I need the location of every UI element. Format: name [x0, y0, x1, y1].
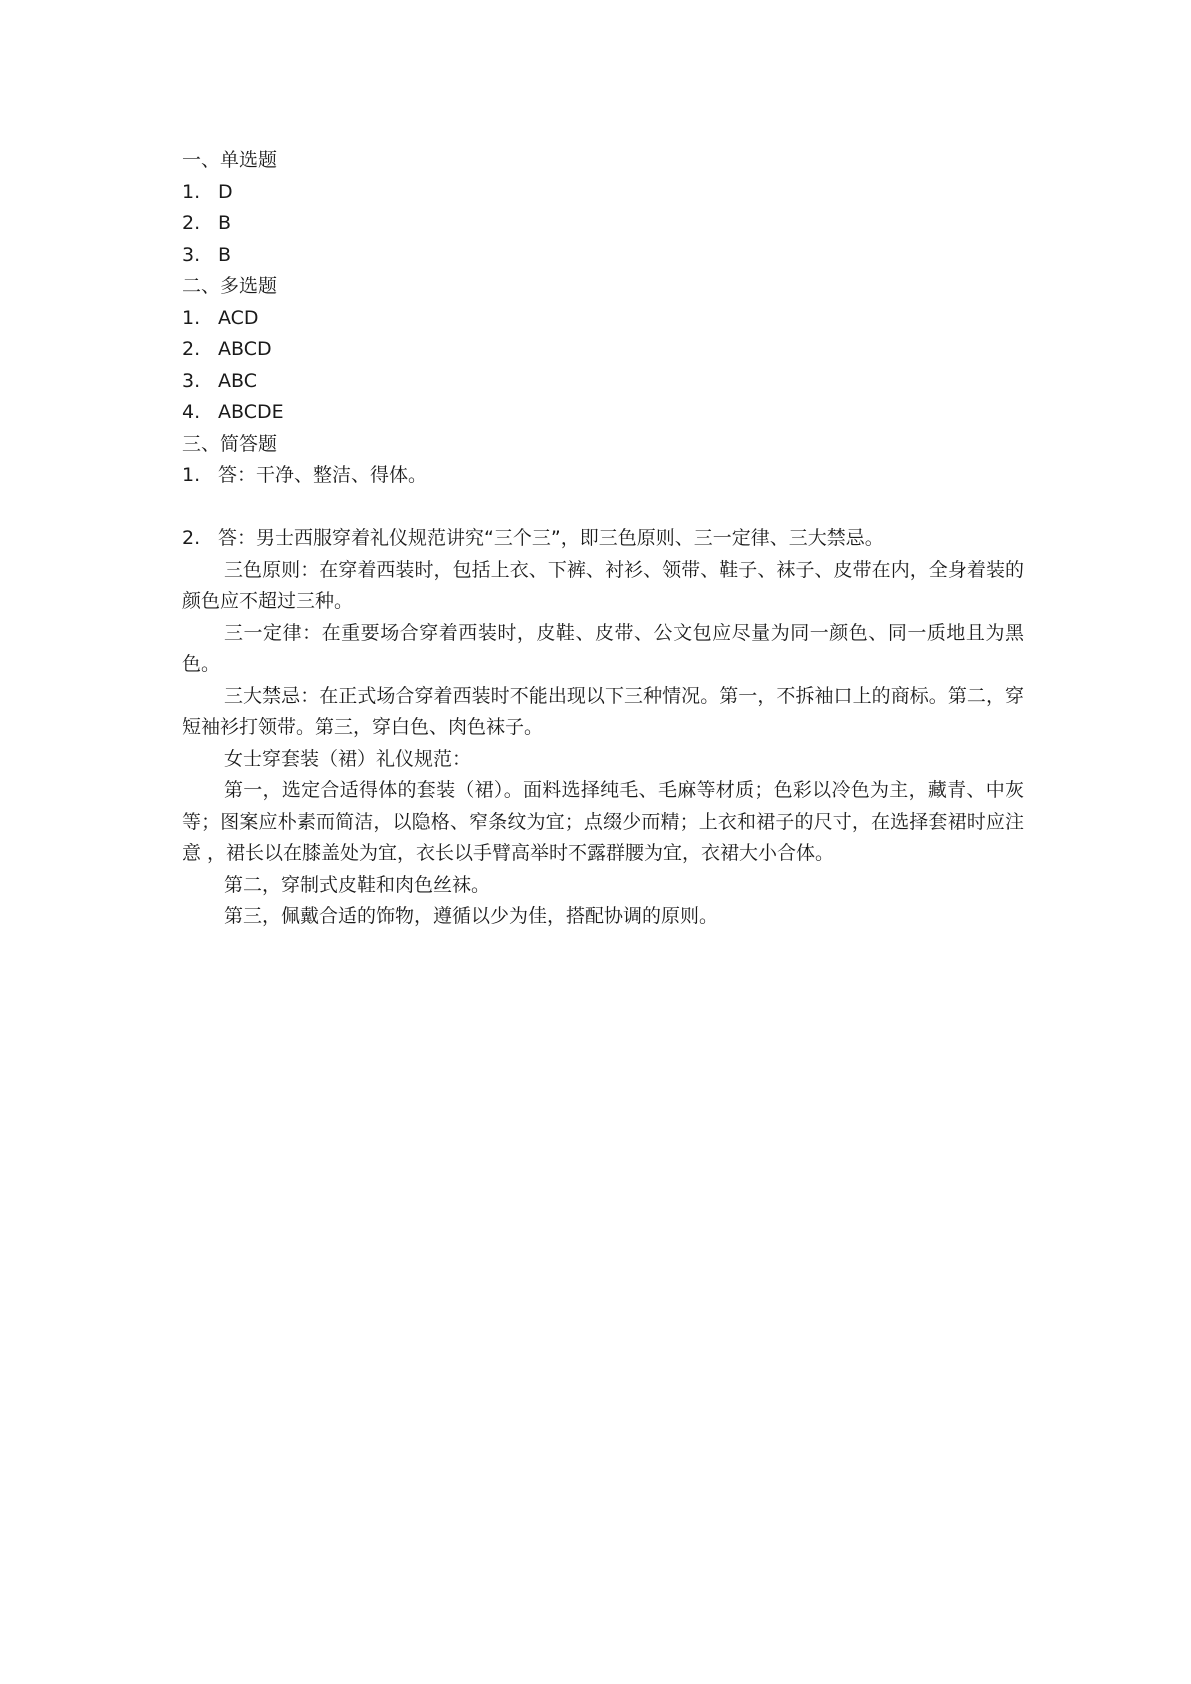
single-choice-answer	[182, 240, 1024, 272]
item-number: 4.	[182, 401, 201, 423]
answer-text: B	[218, 212, 232, 234]
answer-text: ABCDE	[218, 401, 284, 423]
item-number: 1.	[182, 180, 201, 203]
paragraph-three-taboos: 三大禁忌：在正式场合穿着西装时不能出现以下三种情况。第一，不拆袖口上的商标。第二，穿短袖衫打领带。第三，穿白色、肉色袜子。	[182, 684, 1024, 738]
paragraph-three-one-law: 三一定律：在重要场合穿着西装时，皮鞋、皮带、公文包应尽量为同一颜色、同一质地且为黑色。	[182, 621, 1024, 675]
answer-text: B	[218, 243, 232, 266]
answer-text: ABCD	[218, 338, 272, 360]
multiple-choice-answer	[182, 334, 1024, 366]
single-choice-answer	[182, 208, 1024, 240]
section-title-short-answer: 三、简答题	[182, 432, 278, 455]
answer-text: 答：男士西服穿着礼仪规范讲究“三个三”，即三色原则、三一定律、三大禁忌。	[218, 527, 884, 549]
answer-document	[182, 145, 1024, 933]
section-title-multiple-choice: 二、多选题	[182, 275, 278, 297]
section-title-single-choice: 一、单选题	[182, 149, 278, 171]
item-number: 3.	[182, 243, 201, 266]
paragraph-women-second: 第二，穿制式皮鞋和肉色丝袜。	[224, 873, 491, 896]
item-number: 2.	[182, 527, 201, 549]
multiple-choice-answer	[182, 397, 1024, 429]
multiple-choice-answer	[182, 303, 1024, 335]
short-answer-2	[182, 523, 1024, 555]
blank-line	[182, 492, 1024, 524]
item-number: 3.	[182, 369, 201, 392]
paragraph-women-third: 第三，佩戴合适的饰物，遵循以少为佳，搭配协调的原则。	[224, 905, 719, 927]
answer-text: ABC	[218, 369, 257, 392]
answer-text: 答：干净、整洁、得体。	[218, 464, 428, 486]
paragraph-women-first: 第一，选定合适得体的套装（裙）。面料选择纯毛、毛麻等材质；色彩以冷色为主，藏青、中灰等；图案应朴素而简洁，以隐格、窄条纹为宜；点缀少而精；上衣和裙子的尺寸，在选择套裙时应注意 ，裙长以在膝盖处为宜，衣长以手臂高举时不露群腰为宜，衣裙大小合体。	[182, 779, 1024, 864]
short-answer-1	[182, 460, 1024, 492]
answer-text: D	[218, 180, 233, 203]
item-number: 2.	[182, 212, 201, 234]
multiple-choice-answer	[182, 366, 1024, 398]
answer-text: ACD	[218, 306, 259, 329]
item-number: 2.	[182, 338, 201, 360]
paragraph-three-color-rule: 三色原则：在穿着西装时，包括上衣、下裤、衬衫、领带、鞋子、袜子、皮带在内，全身着装的颜色应不超过三种。	[182, 558, 1024, 612]
paragraph-women-suit-heading: 女士穿套装（裙）礼仪规范：	[224, 747, 472, 770]
single-choice-answer	[182, 177, 1024, 209]
item-number: 1.	[182, 306, 201, 329]
item-number: 1.	[182, 464, 201, 486]
